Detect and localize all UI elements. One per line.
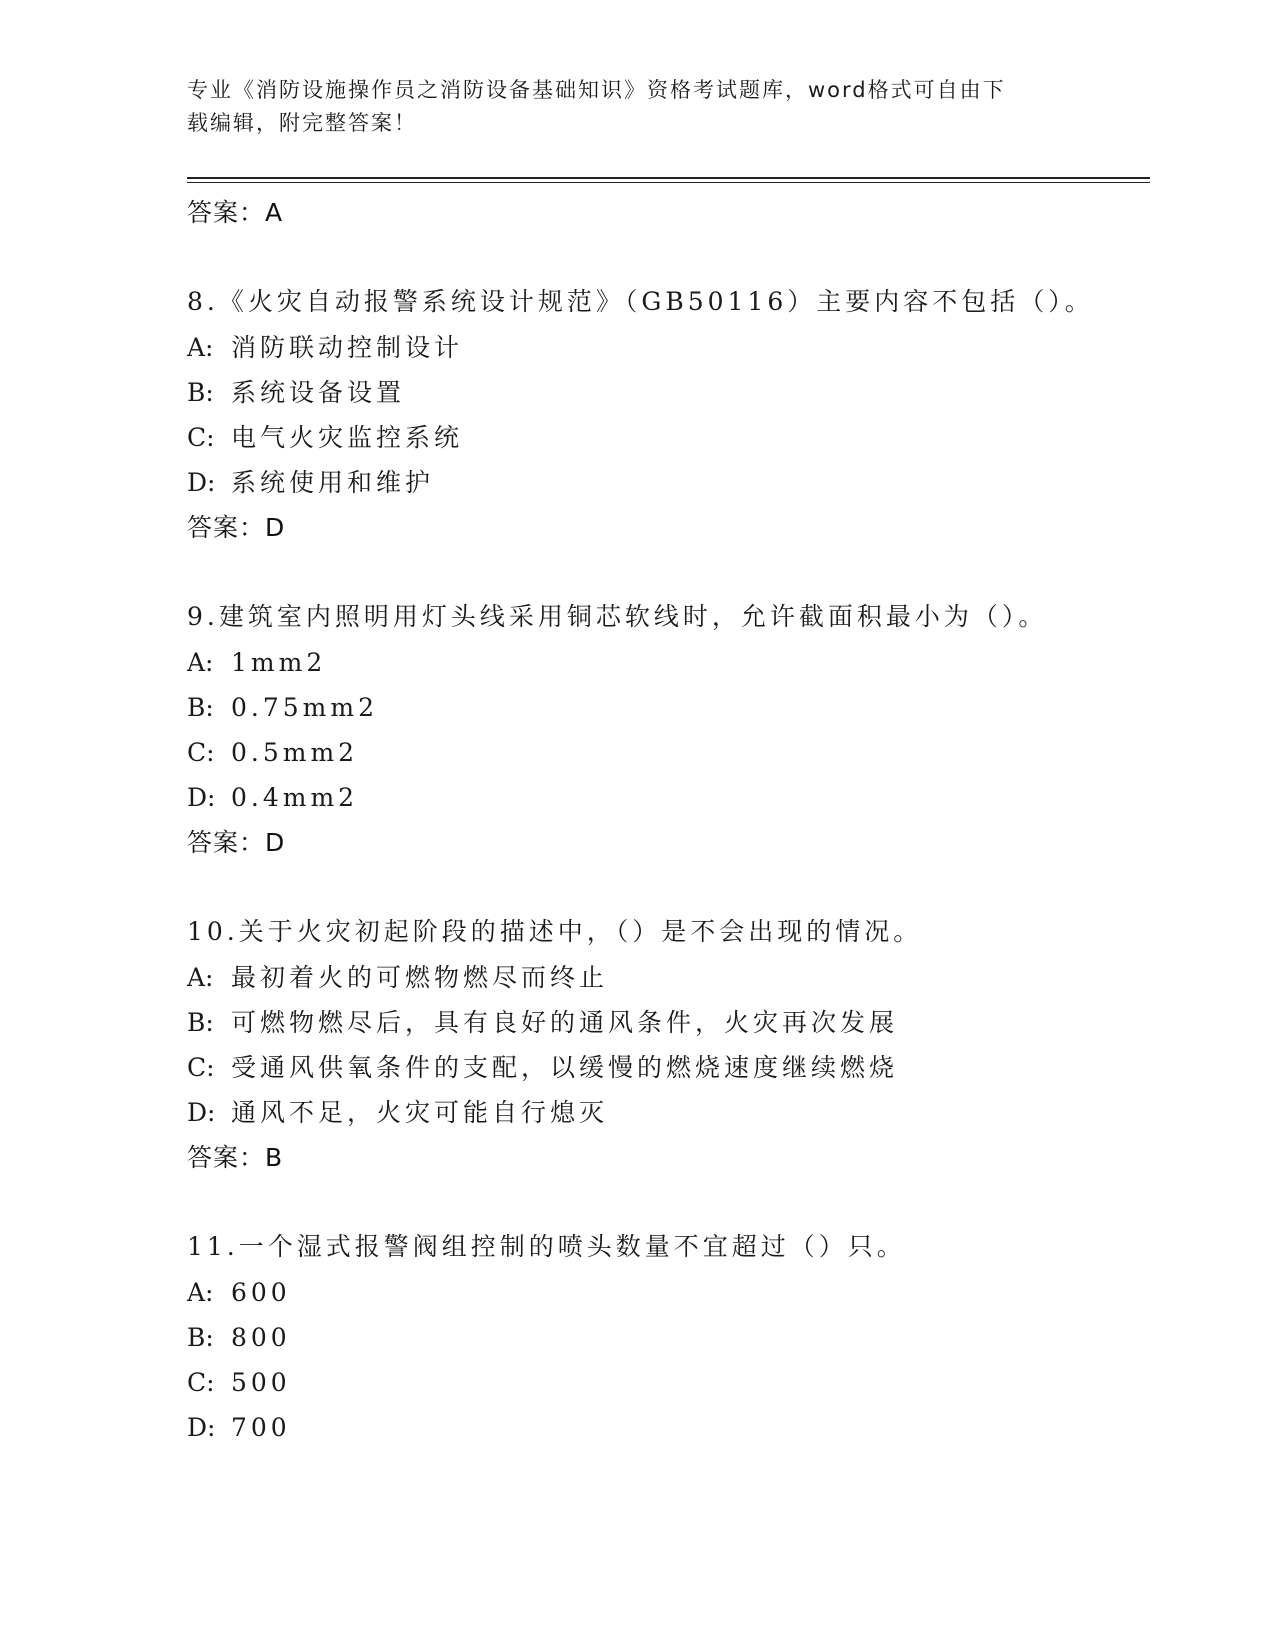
option-letter: C: <box>187 1053 215 1082</box>
option-text: 0.75mm2 <box>231 693 378 722</box>
option-c <box>187 415 1150 460</box>
page-header <box>187 74 1067 140</box>
option-letter: B: <box>187 378 214 407</box>
option-letter: A: <box>187 648 214 677</box>
header-divider-thick <box>187 177 1150 179</box>
option-text: 0.5mm2 <box>231 738 359 767</box>
question-text: 8.《火灾自动报警系统设计规范》（GB50116）主要内容不包括（）。 <box>187 287 1094 316</box>
option-text: 电气火灾监控系统 <box>231 423 464 452</box>
option-d <box>187 460 1150 505</box>
option-letter: C: <box>187 1368 215 1397</box>
option-letter: D: <box>187 783 216 812</box>
question-block <box>187 279 1150 551</box>
option-letter: A: <box>187 333 214 362</box>
question-text: 10.关于火灾初起阶段的描述中，（）是不会出现的情况。 <box>187 917 923 946</box>
header-line-2: 载编辑，附完整答案！ <box>187 111 417 135</box>
question-text: 11.一个湿式报警阀组控制的喷头数量不宜超过（）只。 <box>187 1232 906 1261</box>
question-block <box>187 909 1150 1181</box>
question-text: 9.建筑室内照明用灯头线采用铜芯软线时，允许截面积最小为（）。 <box>187 602 1048 631</box>
option-letter: B: <box>187 1008 214 1037</box>
option-d <box>187 1090 1150 1135</box>
question-block <box>187 594 1150 866</box>
option-letter: D: <box>187 468 216 497</box>
option-text: 0.4mm2 <box>231 783 359 812</box>
option-text: 最初着火的可燃物燃尽而终止 <box>231 963 609 992</box>
previous-answer: 答案：A <box>187 198 284 227</box>
option-b <box>187 1000 1150 1045</box>
option-text: 系统使用和维护 <box>231 468 435 497</box>
option-text: 系统设备设置 <box>231 378 406 407</box>
option-letter: A: <box>187 963 214 992</box>
option-c <box>187 730 1150 775</box>
option-a <box>187 955 1150 1000</box>
option-letter: D: <box>187 1413 216 1442</box>
option-letter: C: <box>187 423 215 452</box>
answer-label: 答案：D <box>187 513 286 542</box>
option-text: 消防联动控制设计 <box>231 333 464 362</box>
option-letter: D: <box>187 1098 216 1127</box>
option-d <box>187 775 1150 820</box>
option-a <box>187 640 1150 685</box>
header-line-1: 专业《消防设施操作员之消防设备基础知识》资格考试题库，word格式可自由下 <box>187 78 1006 102</box>
option-c <box>187 1045 1150 1090</box>
option-d <box>187 1405 1150 1450</box>
option-text: 通风不足，火灾可能自行熄灭 <box>231 1098 609 1127</box>
option-text: 500 <box>231 1368 291 1397</box>
option-letter: C: <box>187 738 215 767</box>
option-text: 600 <box>231 1278 291 1307</box>
option-text: 受通风供氧条件的支配，以缓慢的燃烧速度继续燃烧 <box>231 1053 899 1082</box>
option-letter: B: <box>187 693 214 722</box>
question-block <box>187 1224 1150 1450</box>
option-a <box>187 1270 1150 1315</box>
option-letter: B: <box>187 1323 214 1352</box>
header-divider-thin <box>187 182 1150 183</box>
option-text: 1mm2 <box>231 648 327 677</box>
option-a <box>187 325 1150 370</box>
option-letter: A: <box>187 1278 214 1307</box>
option-b <box>187 1315 1150 1360</box>
answer-label: 答案：D <box>187 828 286 857</box>
answer-label: 答案：B <box>187 1143 284 1172</box>
question-list <box>187 190 1150 1450</box>
option-text: 800 <box>231 1323 291 1352</box>
option-c <box>187 1360 1150 1405</box>
option-text: 可燃物燃尽后，具有良好的通风条件，火灾再次发展 <box>231 1008 899 1037</box>
option-b <box>187 685 1150 730</box>
option-text: 700 <box>231 1413 291 1442</box>
option-b <box>187 370 1150 415</box>
